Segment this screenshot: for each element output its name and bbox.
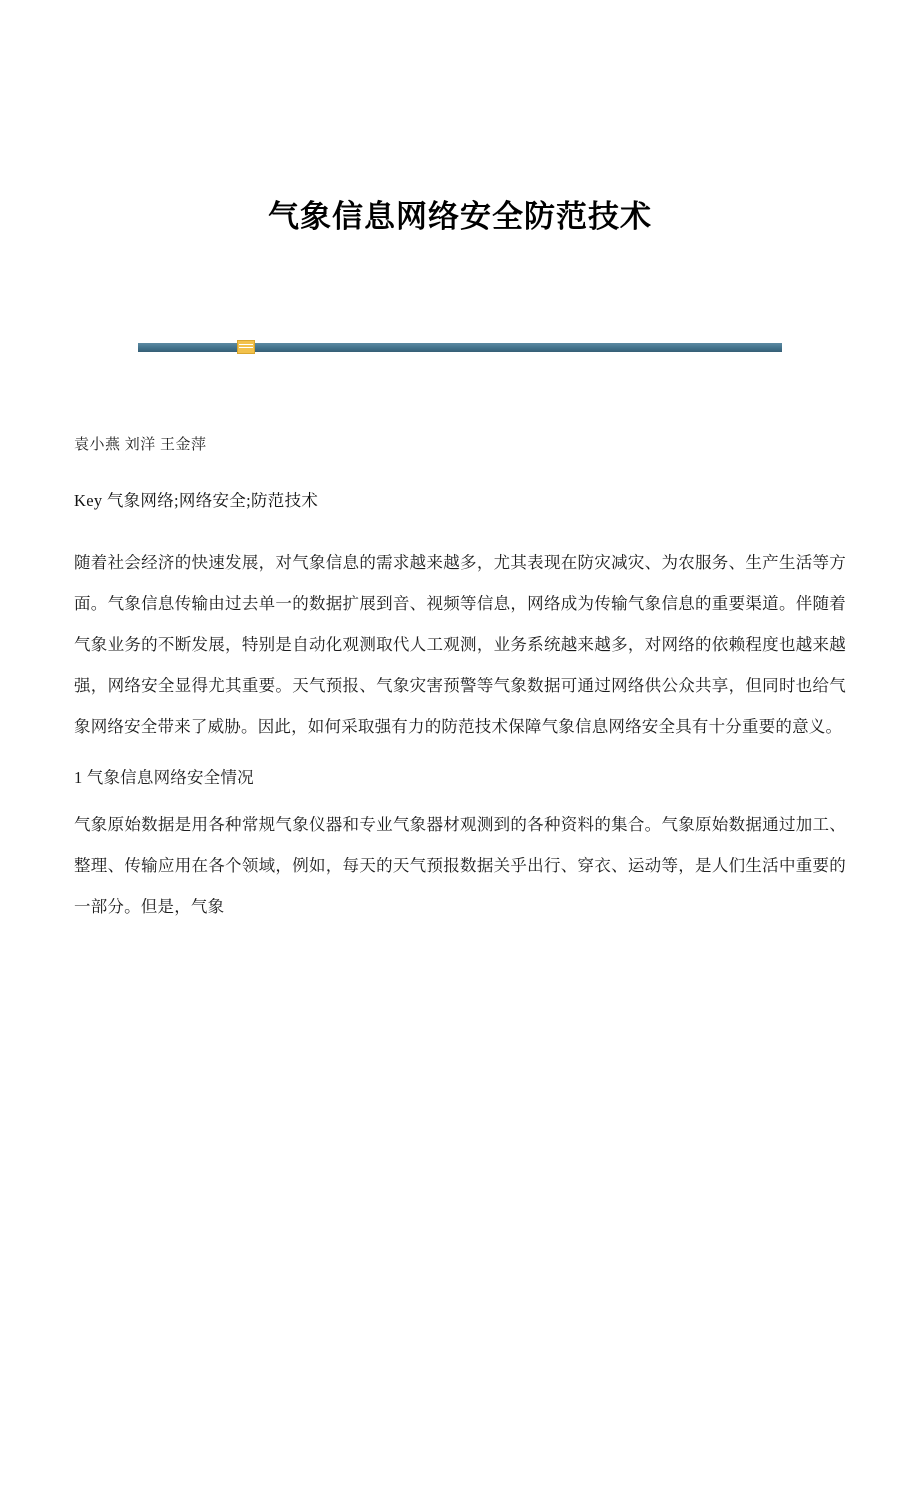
authors-line: 袁小燕 刘洋 王金萍 (74, 437, 207, 454)
keywords-line: Key 气象网络;网络安全;防范技术 (74, 491, 319, 511)
document-page (0, 198, 920, 1500)
divider-bar (138, 343, 782, 352)
decorative-divider (74, 339, 846, 355)
section-heading-1: 1 气象信息网络安全情况 (74, 768, 254, 788)
intro-paragraph: 随着社会经济的快速发展，对气象信息的需求越来越多，尤其表现在防灾减灾、为农服务、生产生活等方面。气象信息传输由过去单一的数据扩展到音、视频等信息，网络成为传输气象信息的重要渠道。伴随着气象业务的不断发展，特别是自动化观测取代人工观测，业务系统越来越多，对网络的依赖程度也越来越强，网络安全显得尤其重要。天气预报、气象灾害预警等气象数据可通过网络供公众共享，但同时也给气象网络安全带来了威胁。因此，如何采取强有力的防范技术保障气象信息网络安全具有十分重要的意义。 (74, 553, 846, 737)
document-body (74, 433, 846, 927)
page-title: 气象信息网络安全防范技术 (268, 199, 652, 234)
envelope-icon (237, 340, 255, 354)
section-1-paragraph: 气象原始数据是用各种常规气象仪器和专业气象器材观测到的各种资料的集合。气象原始数据通过加工、整理、传输应用在各个领域，例如，每天的天气预报数据关乎出行、穿衣、运动等，是人们生活中重要的一部分。但是，气象 (74, 815, 846, 917)
